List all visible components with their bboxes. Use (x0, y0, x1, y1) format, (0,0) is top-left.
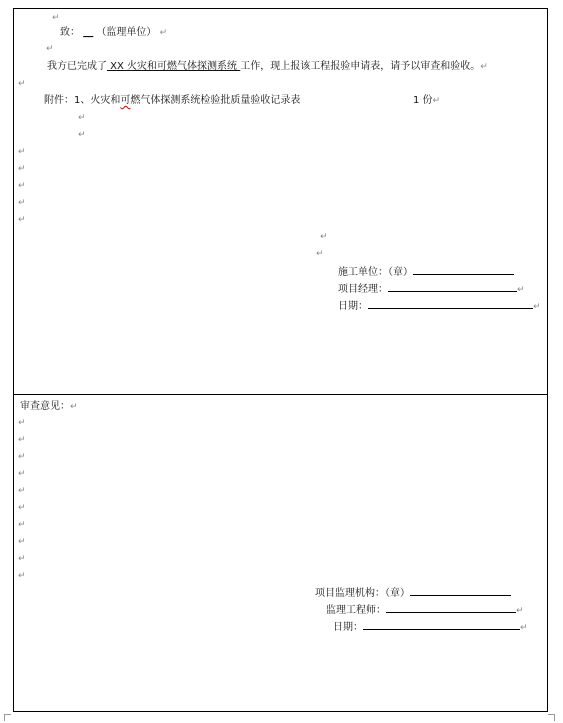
paragraph-mark: ↵ (316, 249, 324, 259)
project-manager-label: 项目经理： (338, 284, 388, 295)
salutation-prefix: 致： (60, 27, 80, 38)
paragraph-mark: ↵ (78, 113, 86, 123)
paragraph-mark: ↵ (533, 302, 541, 312)
salutation-recipient: （监理单位） (96, 27, 157, 38)
top-date-line (338, 298, 541, 314)
paragraph-mark: ↵ (18, 486, 26, 496)
supervising-engineer-label: 监理工程师： (326, 605, 386, 616)
construction-unit-label: 施工单位：（章） (338, 267, 413, 278)
paragraph-mark: ↵ (520, 623, 528, 633)
supervision-agency-field[interactable] (410, 585, 511, 596)
bottom-date-line (333, 619, 528, 635)
paragraph-mark: ↵ (18, 503, 26, 513)
system-name-field[interactable]: XX 火灾和可燃气体探测系统 (107, 61, 241, 72)
statement-prefix: 我方已完成了 (47, 61, 107, 72)
review-opinion-line (20, 400, 78, 414)
crop-mark-bottom-right (548, 714, 555, 721)
paragraph-mark: ↵ (320, 232, 328, 242)
top-date-label: 日期： (338, 301, 368, 312)
supervising-engineer-field[interactable] (386, 602, 516, 613)
attachment-line (44, 94, 300, 107)
salutation-line (60, 26, 167, 40)
paragraph-mark: ↵ (18, 469, 26, 479)
attachment-count: 1 份 (413, 95, 433, 106)
supervision-agency-label: 项目监理机构：（章） (315, 588, 410, 599)
paragraph-mark: ↵ (18, 520, 26, 530)
paragraph-mark: ↵ (18, 537, 26, 547)
paragraph-mark: ↵ (517, 285, 525, 295)
paragraph-mark: ↵ (18, 198, 26, 208)
paragraph-mark: ↵ (159, 28, 168, 38)
statement-suffix: 工作，现上报该工程报验申请表，请予以审查和验收。 (240, 61, 481, 72)
paragraph-mark: ↵ (78, 130, 86, 140)
construction-unit-field[interactable] (413, 264, 514, 275)
supervising-engineer-line (326, 602, 524, 618)
section-divider (13, 394, 548, 395)
project-manager-line (338, 281, 525, 297)
paragraph-mark: ↵ (18, 79, 26, 89)
paragraph-mark: ↵ (18, 435, 26, 445)
paragraph-mark: ↵ (18, 147, 26, 157)
bottom-date-label: 日期： (333, 622, 363, 633)
project-manager-field[interactable] (388, 281, 517, 292)
paragraph-mark: ↵ (18, 181, 26, 191)
paragraph-mark: ↵ (18, 418, 26, 428)
salutation-blank[interactable]: __ (83, 27, 94, 38)
paragraph-mark: ↵ (516, 606, 524, 616)
top-date-field[interactable] (368, 298, 533, 309)
review-opinion-label: 审查意见： (20, 401, 70, 412)
crop-mark-bottom-left (4, 714, 11, 721)
attachment-item-part: 燃气体探测系统检验批质量验收记录表 (130, 95, 301, 106)
bottom-date-field[interactable] (363, 619, 520, 630)
supervision-agency-line (315, 585, 511, 600)
attachment-item-part: 1、火灾和 (74, 95, 121, 106)
paragraph-mark: ↵ (18, 571, 26, 581)
attachment-count-line (413, 94, 440, 108)
attachment-item-spellcheck: 可 (120, 95, 131, 106)
statement-line (47, 60, 488, 74)
paragraph-mark: ↵ (480, 62, 488, 72)
paragraph-mark: ↵ (52, 13, 60, 23)
paragraph-mark: ↵ (18, 554, 26, 564)
paragraph-mark: ↵ (18, 452, 26, 462)
paragraph-mark: ↵ (46, 44, 54, 54)
paragraph-mark: ↵ (70, 402, 78, 412)
paragraph-mark: ↵ (18, 164, 26, 174)
paragraph-mark: ↵ (18, 215, 26, 225)
construction-unit-line (338, 264, 514, 279)
paragraph-mark: ↵ (432, 96, 441, 106)
attachment-label: 附件： (44, 95, 74, 106)
